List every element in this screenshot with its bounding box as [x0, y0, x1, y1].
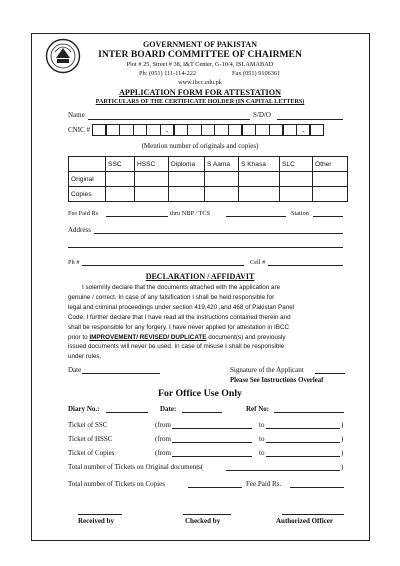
- sdo-field[interactable]: [277, 119, 343, 120]
- name-label: Name: [68, 111, 85, 119]
- mention-note: (Mention number of originals and copies): [141, 142, 259, 150]
- thru-label: thru NBP / TCS: [170, 210, 211, 217]
- declaration-line: legal and criminal proceedings under section 419,420 ,and 468 of Pakistan Panel: [68, 303, 295, 311]
- phone-number: Ph: (051) 111-114-222: [139, 70, 197, 77]
- ph-label: Ph #: [68, 259, 80, 266]
- column-header: Other: [313, 157, 348, 172]
- declaration-title: DECLARATION / AFFIDAVIT: [145, 272, 255, 281]
- close-paren: ): [341, 421, 344, 429]
- form-title: APPLICATION FORM FOR ATTESTATION: [118, 88, 281, 97]
- total-copies-field[interactable]: [188, 487, 242, 488]
- authorized-officer-label: Authorized Officer: [276, 517, 333, 525]
- ticket-hssc-from-field[interactable]: [172, 442, 252, 443]
- cnic-digit-box[interactable]: [201, 124, 215, 136]
- name-field[interactable]: [88, 119, 250, 120]
- checked-by-signature-line[interactable]: [183, 514, 231, 515]
- declaration-fragment: document(s) and previously: [206, 333, 286, 341]
- received-by-signature-line[interactable]: [78, 514, 122, 515]
- table-cell[interactable]: [135, 187, 169, 202]
- applicant-signature-label: Signature of the Applicant: [230, 366, 304, 374]
- date-label: Date: [68, 366, 82, 374]
- close-paren: ): [341, 449, 344, 457]
- cnic-digit-box[interactable]: [146, 124, 160, 136]
- from-label: (from: [155, 449, 171, 457]
- table-cell[interactable]: [169, 187, 205, 202]
- cnic-digit-box[interactable]: [119, 124, 133, 136]
- office-fee-paid-label: Fee Paid Rs.: [246, 480, 282, 488]
- website: www.ibcc.edu.pk: [178, 79, 222, 86]
- cell-label: Cell #: [250, 259, 266, 266]
- particulars-heading: PARTICULARS OF THE CERTIFICATE HOLDER (IN CAPITAL LETTERS): [95, 99, 305, 105]
- cnic-digit-box[interactable]: [269, 124, 283, 136]
- ticket-ssc-to-field[interactable]: [266, 428, 340, 429]
- cnic-boxes[interactable]: [92, 124, 323, 136]
- diary-field[interactable]: [106, 412, 148, 413]
- declaration-line: issued documents will never be used. In case of misuse I shall be responsible: [68, 343, 285, 351]
- cnic-dash: -: [302, 127, 305, 135]
- cnic-digit-box[interactable]: [106, 124, 120, 136]
- ph-field[interactable]: [82, 265, 244, 266]
- cnic-digit-box[interactable]: [228, 124, 242, 136]
- ticket-ssc-label: Ticket of SSC: [68, 421, 108, 429]
- applicant-signature-field[interactable]: [315, 373, 345, 374]
- ref-field[interactable]: [274, 412, 344, 413]
- cnic-label: CNIC #: [68, 126, 90, 134]
- ticket-ssc-from-field[interactable]: [172, 428, 252, 429]
- declaration-fragment: prior to: [68, 333, 90, 341]
- declaration-emphasis: IMPROVEMENT/ REVISED/ DUPLICATE: [89, 333, 207, 341]
- ticket-copies-label: Ticket of Copies: [68, 449, 115, 457]
- declaration-line: genuine / correct. In case of any falsification I shall be held responsible for: [68, 293, 275, 301]
- address-field-line-2[interactable]: [68, 247, 343, 248]
- bank-field[interactable]: [226, 216, 286, 217]
- date-field[interactable]: [82, 373, 160, 374]
- address-label: Address: [68, 226, 91, 234]
- cnic-digit-box[interactable]: [255, 124, 269, 136]
- column-header: S Aama: [205, 157, 239, 172]
- authorized-officer-signature-line[interactable]: [282, 514, 344, 515]
- ref-label: Ref No:: [246, 405, 270, 413]
- cnic-digit-box[interactable]: [310, 124, 324, 136]
- certificates-table: [68, 156, 348, 202]
- station-field[interactable]: [313, 216, 343, 217]
- address-line: Plot # 25, Street # 38, I&T Center, G-10/4, ISLAMABAD: [126, 61, 274, 68]
- cnic-digit-box[interactable]: [242, 124, 256, 136]
- table-cell[interactable]: [205, 187, 239, 202]
- close-paren: ): [341, 463, 344, 471]
- committee-title: INTER BOARD COMMITTEE OF CHAIRMEN: [98, 49, 302, 60]
- from-label: (from: [155, 435, 171, 443]
- office-date-field[interactable]: [182, 412, 222, 413]
- table-cell[interactable]: [106, 172, 135, 187]
- table-header-row: [69, 157, 348, 172]
- table-cell[interactable]: [239, 172, 280, 187]
- column-header: HSSC: [135, 157, 169, 172]
- office-use-title: For Office Use Only: [158, 388, 242, 399]
- column-header: SSC: [106, 157, 135, 172]
- declaration-line: shall be responsible for any forgery. I have never applied for attestation in IBCC: [68, 323, 290, 331]
- declaration-line: [68, 333, 348, 343]
- cnic-digit-box[interactable]: [283, 124, 297, 136]
- cell-field[interactable]: [268, 265, 343, 266]
- cnic-dash-box: [296, 124, 310, 136]
- cnic-digit-box[interactable]: [214, 124, 228, 136]
- instructions-note: Please See Instructions Overleaf: [230, 377, 324, 384]
- received-by-label: Received by: [78, 517, 114, 525]
- cnic-dash: -: [166, 127, 169, 135]
- column-header: SLC: [280, 157, 313, 172]
- table-cell[interactable]: [205, 172, 239, 187]
- office-fee-paid-field[interactable]: [290, 487, 344, 488]
- total-copies-label: Total number of Tickets on Copies: [68, 480, 165, 488]
- government-title: GOVERNMENT OF PAKISTAN: [143, 40, 257, 49]
- declaration-line: under rules.: [68, 353, 102, 361]
- fee-paid-label: Fee Paid Rs: [68, 210, 99, 217]
- column-header: Diploma: [169, 157, 205, 172]
- address-field-line-1[interactable]: [94, 233, 343, 234]
- office-date-label: Date:: [160, 405, 177, 413]
- sdo-label: S/D/O: [253, 111, 271, 119]
- ticket-copies-to-field[interactable]: [266, 456, 340, 457]
- fax-number: Fax (051) 9106361: [232, 70, 281, 77]
- cnic-digit-box[interactable]: [133, 124, 147, 136]
- station-label: Station: [291, 210, 309, 217]
- declaration-line: I solemnly declare that the documents attached with the application are: [82, 284, 281, 291]
- table-cell[interactable]: [169, 172, 205, 187]
- total-original-label: Total number of Tickets on Original documents(: [68, 463, 204, 471]
- ticket-copies-from-field[interactable]: [172, 456, 252, 457]
- table-row: [69, 187, 348, 202]
- ticket-hssc-to-field[interactable]: [266, 442, 340, 443]
- cnic-dash-box: [160, 124, 174, 136]
- cnic-digit-box[interactable]: [92, 124, 106, 136]
- to-label: to: [259, 421, 265, 429]
- table-cell[interactable]: [280, 187, 313, 202]
- table-cell[interactable]: [280, 172, 313, 187]
- column-header: S Khasa: [239, 157, 280, 172]
- declaration-line: Code. I further declare that I have read all the instructions contained therein and: [68, 313, 291, 321]
- checked-by-label: Checked by: [185, 517, 221, 525]
- table-corner-cell: [69, 157, 106, 172]
- row-label: Copies: [69, 187, 106, 202]
- table-row: [69, 172, 348, 187]
- from-label: (from: [155, 421, 171, 429]
- row-label: Original: [69, 172, 106, 187]
- table-cell[interactable]: [135, 172, 169, 187]
- table-cell[interactable]: [239, 187, 280, 202]
- cnic-digit-box[interactable]: [187, 124, 201, 136]
- cnic-digit-box[interactable]: [174, 124, 188, 136]
- close-paren: ): [341, 435, 344, 443]
- total-original-field[interactable]: [226, 470, 340, 471]
- table-cell[interactable]: [313, 187, 348, 202]
- ticket-hssc-label: Ticket of HSSC: [68, 435, 113, 443]
- to-label: to: [259, 435, 265, 443]
- to-label: to: [259, 449, 265, 457]
- declaration-text: [68, 283, 348, 362]
- diary-label: Diary No.:: [68, 405, 100, 413]
- table-cell[interactable]: [106, 187, 135, 202]
- fee-paid-field[interactable]: [106, 216, 168, 217]
- table-cell[interactable]: [313, 172, 348, 187]
